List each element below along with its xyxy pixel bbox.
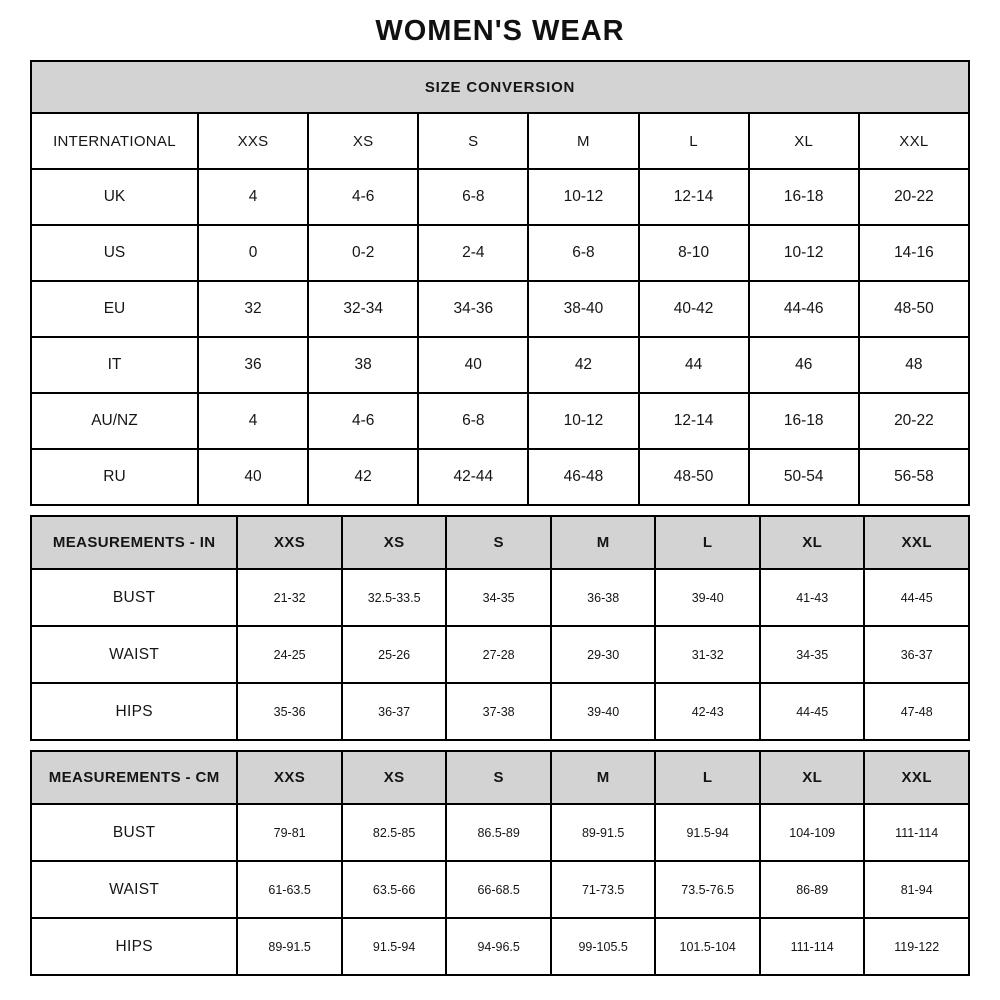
table-cell: 73.5-76.5: [655, 861, 760, 918]
table-cell: 36-38: [551, 569, 656, 626]
table-cell: 16-18: [749, 393, 859, 449]
column-header-s: S: [446, 516, 551, 569]
table-cell: 47-48: [864, 683, 969, 740]
table-cell: 20-22: [859, 393, 969, 449]
table-cell: 42: [308, 449, 418, 505]
table-cell: 46-48: [528, 449, 638, 505]
table-cell: 4-6: [308, 393, 418, 449]
table-row-it: [31, 337, 969, 393]
column-header-s: S: [446, 751, 551, 804]
table-row-hips-in: [31, 683, 969, 740]
row-label: US: [31, 225, 198, 281]
row-label: HIPS: [31, 918, 237, 975]
table-cell: 38: [308, 337, 418, 393]
table-cell: 79-81: [237, 804, 342, 861]
row-label: BUST: [31, 569, 237, 626]
column-header-xxl: XXL: [859, 113, 969, 169]
table-cell: 50-54: [749, 449, 859, 505]
table-cell: 111-114: [760, 918, 865, 975]
table-cell: 42-44: [418, 449, 528, 505]
row-label: RU: [31, 449, 198, 505]
table-cell: 32: [198, 281, 308, 337]
table-cell: 48-50: [859, 281, 969, 337]
table-cell: 63.5-66: [342, 861, 447, 918]
measurements-cm-heading: MEASUREMENTS - CM: [31, 751, 237, 804]
table-cell: 40: [418, 337, 528, 393]
table-row: [31, 61, 969, 113]
table-cell: 21-32: [237, 569, 342, 626]
column-header-xxs: XXS: [237, 516, 342, 569]
table-cell: 44-45: [760, 683, 865, 740]
column-header-xxl: XXL: [864, 516, 969, 569]
column-header-xl: XL: [760, 516, 865, 569]
table-cell: 37-38: [446, 683, 551, 740]
row-label: WAIST: [31, 626, 237, 683]
page-title: WOMEN'S WEAR: [375, 15, 625, 47]
table-cell: 38-40: [528, 281, 638, 337]
table-cell: 6-8: [528, 225, 638, 281]
table-cell: 12-14: [639, 169, 749, 225]
column-header-xxl: XXL: [864, 751, 969, 804]
column-header-xxs: XXS: [198, 113, 308, 169]
column-header-xs: XS: [342, 751, 447, 804]
table-cell: 86-89: [760, 861, 865, 918]
table-cell: 40: [198, 449, 308, 505]
table-row-bust-cm: [31, 804, 969, 861]
column-header-l: L: [639, 113, 749, 169]
size-conversion-table: [30, 60, 970, 506]
table-row-waist-in: [31, 626, 969, 683]
table-row: [31, 751, 969, 804]
table-cell: 86.5-89: [446, 804, 551, 861]
table-cell: 32-34: [308, 281, 418, 337]
table-cell: 91.5-94: [655, 804, 760, 861]
row-label: WAIST: [31, 861, 237, 918]
row-label: IT: [31, 337, 198, 393]
table-cell: 48: [859, 337, 969, 393]
table-cell: 61-63.5: [237, 861, 342, 918]
table-cell: 16-18: [749, 169, 859, 225]
table-cell: 101.5-104: [655, 918, 760, 975]
table-cell: 34-35: [446, 569, 551, 626]
table-cell: 82.5-85: [342, 804, 447, 861]
table-row-bust-in: [31, 569, 969, 626]
table-cell: 99-105.5: [551, 918, 656, 975]
column-header-s: S: [418, 113, 528, 169]
table-cell: 81-94: [864, 861, 969, 918]
table-cell: 44-46: [749, 281, 859, 337]
table-cell: 10-12: [528, 169, 638, 225]
table-row: [31, 113, 969, 169]
table-cell: 56-58: [859, 449, 969, 505]
table-cell: 27-28: [446, 626, 551, 683]
table-cell: 31-32: [655, 626, 760, 683]
table-cell: 66-68.5: [446, 861, 551, 918]
column-header-xs: XS: [342, 516, 447, 569]
measurements-in-table: [30, 515, 970, 741]
table-cell: 39-40: [655, 569, 760, 626]
table-cell: 35-36: [237, 683, 342, 740]
table-cell: 91.5-94: [342, 918, 447, 975]
column-header-xl: XL: [749, 113, 859, 169]
table-cell: 2-4: [418, 225, 528, 281]
table-cell: 32.5-33.5: [342, 569, 447, 626]
table-cell: 111-114: [864, 804, 969, 861]
table-cell: 6-8: [418, 169, 528, 225]
row-label: EU: [31, 281, 198, 337]
measurements-in-heading: MEASUREMENTS - IN: [31, 516, 237, 569]
table-cell: 40-42: [639, 281, 749, 337]
column-header-xxs: XXS: [237, 751, 342, 804]
column-header-l: L: [655, 516, 760, 569]
table-cell: 89-91.5: [237, 918, 342, 975]
table-row-us: [31, 225, 969, 281]
table-cell: 29-30: [551, 626, 656, 683]
table-cell: 48-50: [639, 449, 749, 505]
table-cell: 0-2: [308, 225, 418, 281]
table-cell: 12-14: [639, 393, 749, 449]
row-label: HIPS: [31, 683, 237, 740]
size-conversion-heading: SIZE CONVERSION: [31, 61, 969, 113]
table-cell: 6-8: [418, 393, 528, 449]
table-cell: 119-122: [864, 918, 969, 975]
table-row-ru: [31, 449, 969, 505]
table-cell: 8-10: [639, 225, 749, 281]
table-cell: 4-6: [308, 169, 418, 225]
column-header-international: INTERNATIONAL: [31, 113, 198, 169]
table-cell: 10-12: [528, 393, 638, 449]
table-cell: 39-40: [551, 683, 656, 740]
table-row-waist-cm: [31, 861, 969, 918]
table-cell: 36: [198, 337, 308, 393]
column-header-xs: XS: [308, 113, 418, 169]
column-header-m: M: [551, 516, 656, 569]
column-header-l: L: [655, 751, 760, 804]
table-cell: 20-22: [859, 169, 969, 225]
row-label: BUST: [31, 804, 237, 861]
table-cell: 44: [639, 337, 749, 393]
table-cell: 4: [198, 393, 308, 449]
table-cell: 25-26: [342, 626, 447, 683]
table-cell: 89-91.5: [551, 804, 656, 861]
table-row-eu: [31, 281, 969, 337]
table-row-aunz: [31, 393, 969, 449]
table-row: [31, 516, 969, 569]
table-cell: 34-36: [418, 281, 528, 337]
column-header-xl: XL: [760, 751, 865, 804]
table-cell: 71-73.5: [551, 861, 656, 918]
row-label: AU/NZ: [31, 393, 198, 449]
table-cell: 24-25: [237, 626, 342, 683]
table-cell: 42: [528, 337, 638, 393]
table-cell: 94-96.5: [446, 918, 551, 975]
column-header-m: M: [528, 113, 638, 169]
table-cell: 0: [198, 225, 308, 281]
table-cell: 4: [198, 169, 308, 225]
table-cell: 41-43: [760, 569, 865, 626]
table-cell: 44-45: [864, 569, 969, 626]
table-cell: 104-109: [760, 804, 865, 861]
column-header-m: M: [551, 751, 656, 804]
table-cell: 36-37: [864, 626, 969, 683]
table-row-uk: [31, 169, 969, 225]
table-cell: 14-16: [859, 225, 969, 281]
table-cell: 36-37: [342, 683, 447, 740]
table-cell: 34-35: [760, 626, 865, 683]
table-cell: 42-43: [655, 683, 760, 740]
table-row-hips-cm: [31, 918, 969, 975]
row-label: UK: [31, 169, 198, 225]
table-cell: 10-12: [749, 225, 859, 281]
table-cell: 46: [749, 337, 859, 393]
measurements-cm-table: [30, 750, 970, 976]
